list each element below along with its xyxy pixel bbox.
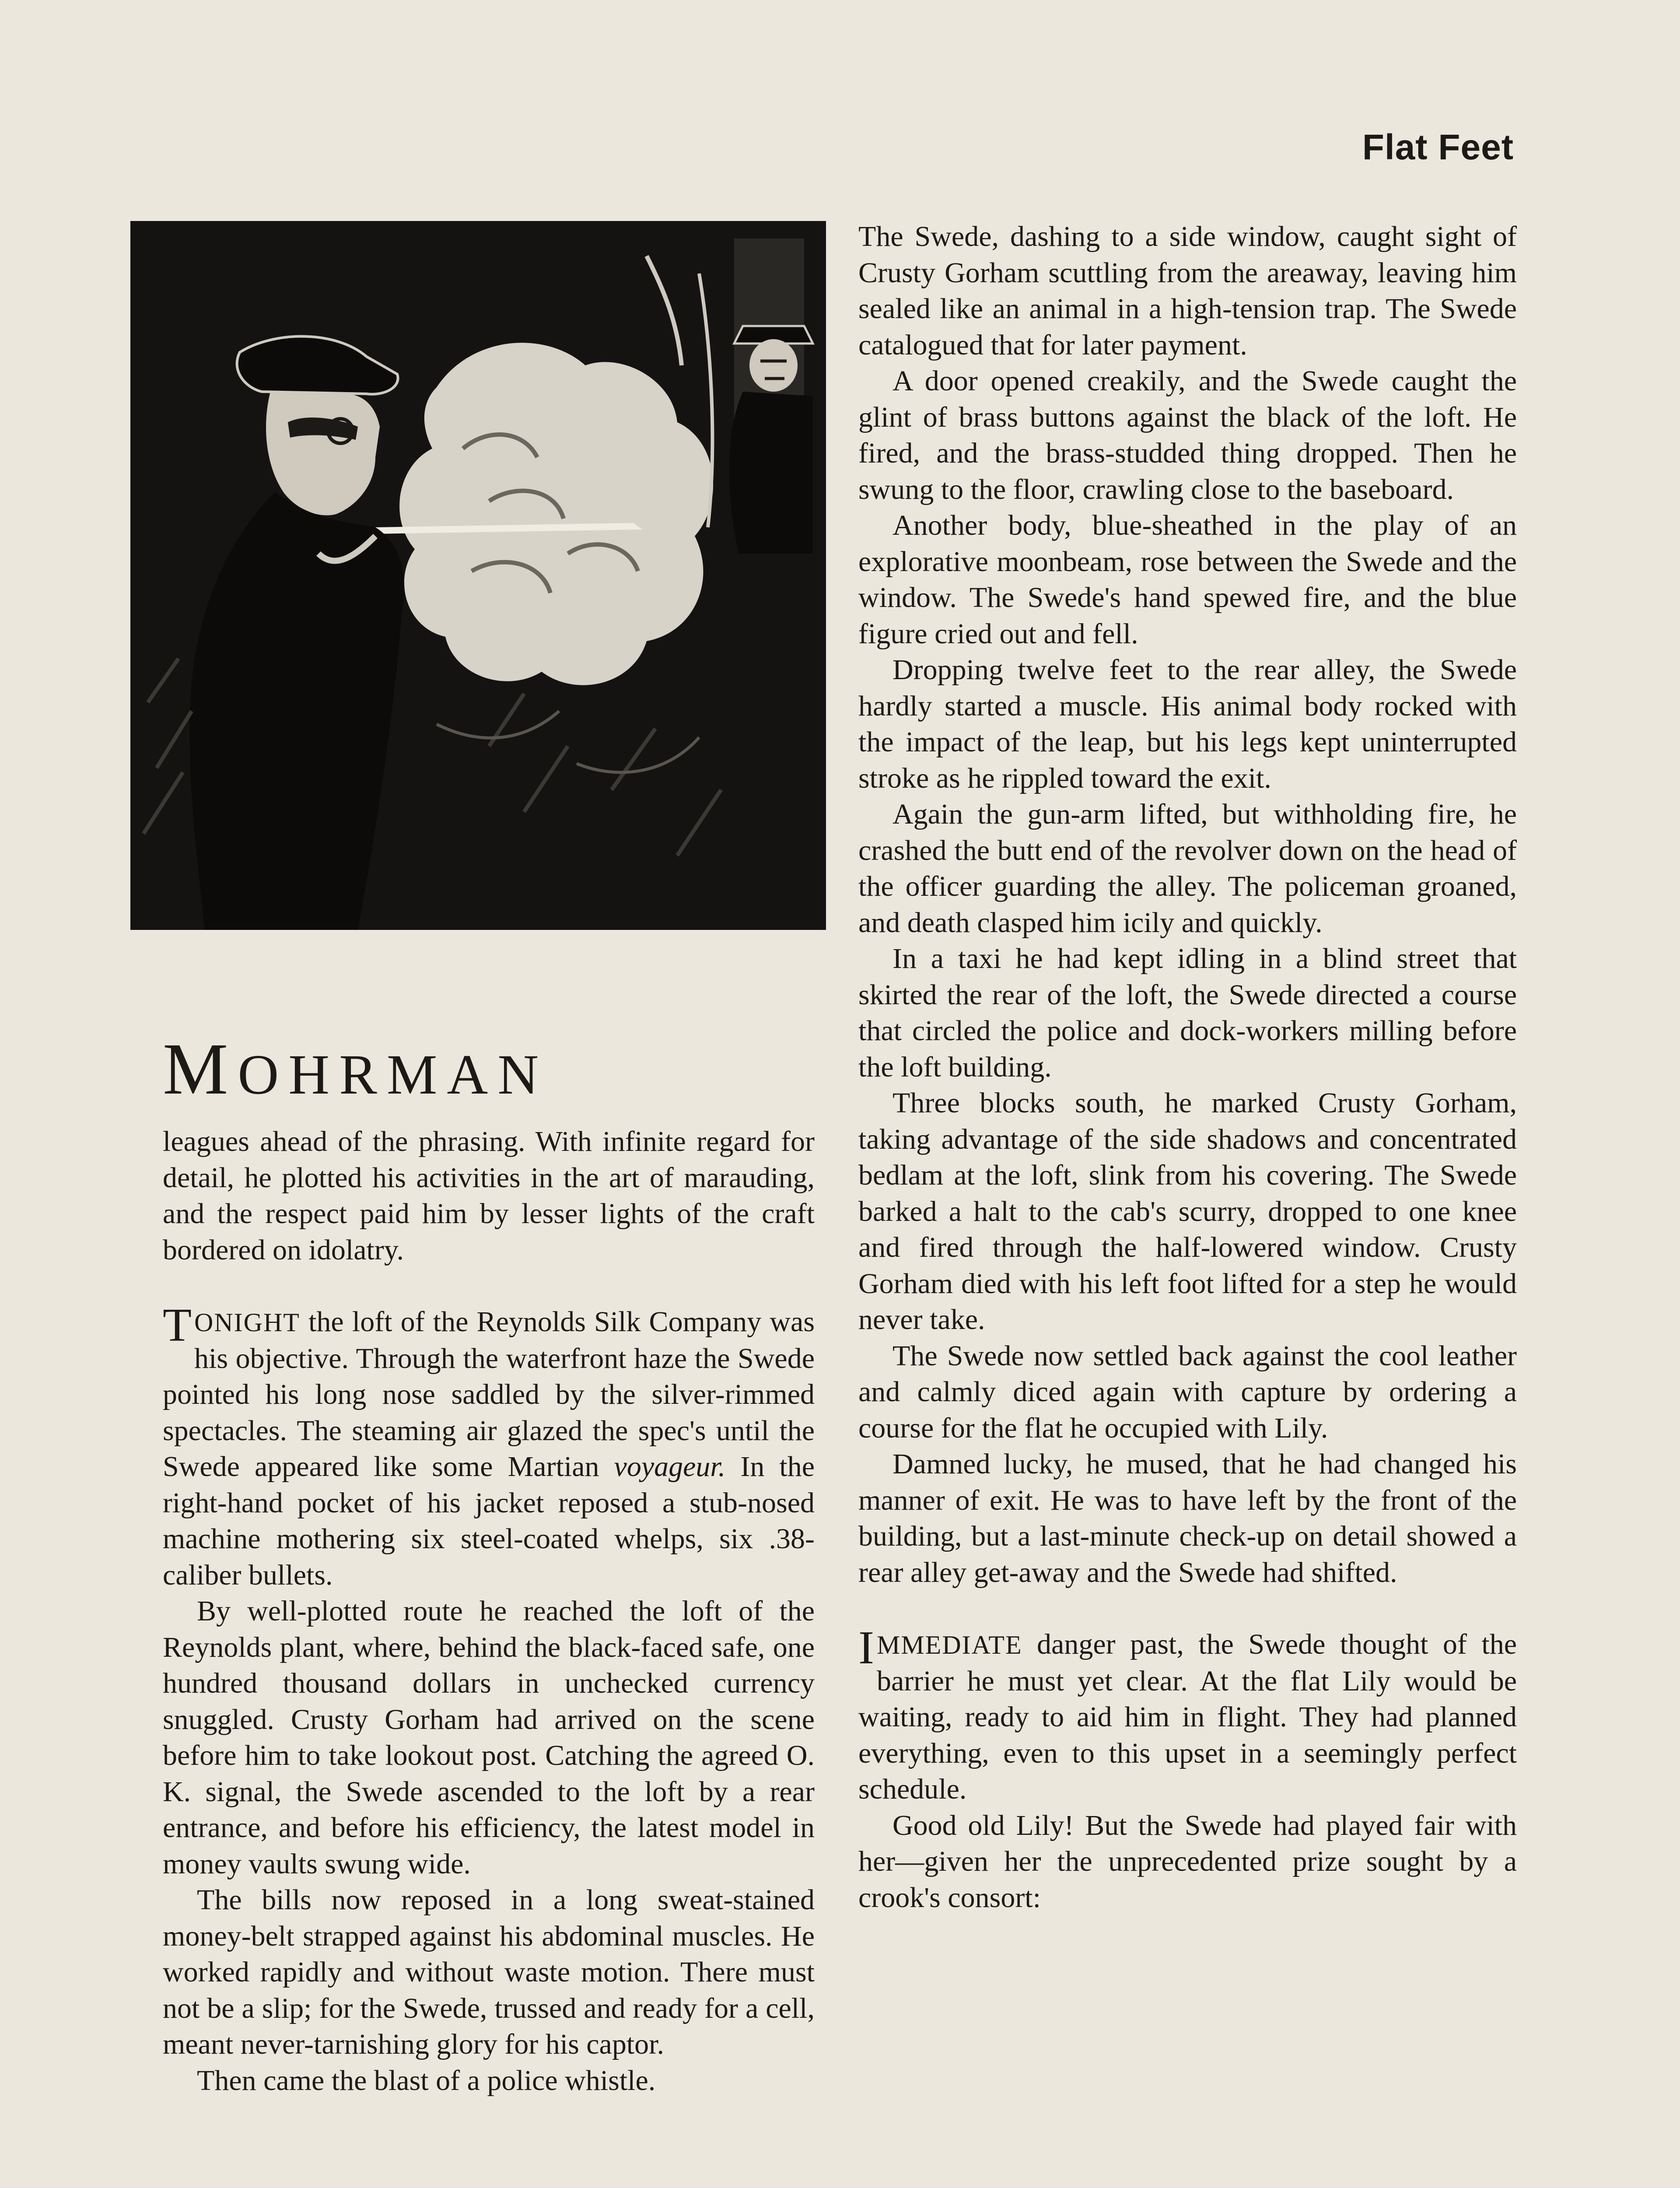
paragraph: Damned lucky, he mused, that he had changed his manner of exit. He was to have left by the front of the building, but a last-minute check-up on detail showed a rear alley get-away and the Swede had shifted. xyxy=(858,1448,1517,1588)
drop-cap: T xyxy=(163,1299,192,1351)
paragraph: The bills now reposed in a long sweat-stained money-belt strapped against his abdominal muscles. He worked rapidly and without waste motion. There must not be a slip; for the Swede, trussed and ready for a cell, meant never-tarnishing glory for his captor. xyxy=(163,1884,815,2060)
paragraph: Another body, blue-sheathed in the play of an explorative moonbeam, rose between the Swede and the window. The Swede's hand spewed fire, and the blue figure cried out and fell. xyxy=(858,509,1517,650)
paragraph: Three blocks south, he marked Crusty Gorham, taking advantage of the side shadows and concentrated bedlam at the loft, slink from his covering. The Swede barked a halt to the cab's scurry, dropped to one knee and fired through the half-lowered window. Crusty Gorham died with his left foot lifted for a step he would never take. xyxy=(858,1087,1517,1336)
paragraph-text: In the right-hand pocket of his jacket reposed a stub-nosed machine mothering six steel-coated whelps, six .38-caliber bullets. xyxy=(163,1451,815,1591)
paragraph: A door opened creakily, and the Swede caught the glint of brass buttons against the black of the loft. He fired, and the brass-studded thing dropped. Then he swung to the floor, crawling close to the baseboard. xyxy=(858,365,1517,505)
title-rest: OHRMAN xyxy=(238,1043,549,1107)
paragraph: Then came the blast of a police whistle. xyxy=(197,2064,656,2097)
paragraph: Dropping twelve feet to the rear alley, the Swede hardly started a muscle. His animal body rocked with the impact of the leap, but his legs kept uninterrupted stroke as he rippled toward the exit. xyxy=(858,654,1517,794)
paragraph-immediate xyxy=(858,1622,1517,1808)
paragraph: In a taxi he had kept idling in a blind street that skirted the rear of the loft, the Swede directed a course that circled the police and dock-workers milling before the loft building. xyxy=(858,943,1517,1083)
running-head: Flat Feet xyxy=(1362,127,1514,167)
paragraph-tonight xyxy=(163,1299,815,1593)
paragraph-text: danger past, the Swede thought of the barrier he must yet clear. At the flat Lily would be waiting, ready to aid him in flight. They had planned everything, even to this upset in a seemingly perfect schedule. xyxy=(858,1628,1517,1805)
paragraph: leagues ahead of the phrasing. With infinite regard for detail, he plotted his activities in the art of marauding, and the respect paid him by lesser lights of the craft bordered on idolatry. xyxy=(163,1126,815,1266)
paragraph: By well-plotted route he reached the loft of the Reynolds plant, where, behind the black-faced safe, one hundred thousand dollars in unchecked currency snuggled. Crusty Gorham had arrived on the scene before him to take lookout post. Catching the agreed O. K. signal, the Swede ascended to the loft by a rear entrance, and before his efficiency, the latest model in money vaults swung wide. xyxy=(163,1595,815,1880)
italic-word: voyageur. xyxy=(614,1451,726,1483)
title-initial: M xyxy=(163,1028,238,1110)
paragraph: Again the gun-arm lifted, but withholding fire, he crashed the butt end of the revolver down on the head of the officer guarding the alley. The policeman groaned, and death clasped him icily and quickly. xyxy=(858,798,1517,939)
paragraph-text: the loft of the Reynolds Silk Company was his objective. Through the waterfront haze the Swede pointed his long nose saddled by the silver-rimmed spectacles. The steaming air glazed the spec's until the Swede appeared like some Martian xyxy=(163,1306,815,1483)
story-illustration xyxy=(130,221,826,930)
paragraph: The Swede now settled back against the cool leather and calmly diced again with capture by ordering a course for the flat he occupied with Lily. xyxy=(858,1339,1517,1444)
drop-cap: I xyxy=(858,1622,874,1674)
story-title xyxy=(163,1027,548,1112)
paragraph: The Swede, dashing to a side window, caught sight of Crusty Gorham scuttling from the areaway, leaving him sealed like an animal in a high-tension trap. The Swede catalogued that for later payment. xyxy=(858,221,1517,361)
right-text-column xyxy=(858,219,1517,1916)
left-text-column xyxy=(163,1124,815,2099)
paragraph: Good old Lily! But the Swede had played fair with her—given her the unprecedented prize sought by a crook's consort: xyxy=(858,1809,1517,1914)
lead-in-caps: ONIGHT xyxy=(194,1308,300,1337)
lead-in-caps: MMEDIATE xyxy=(876,1630,1022,1659)
